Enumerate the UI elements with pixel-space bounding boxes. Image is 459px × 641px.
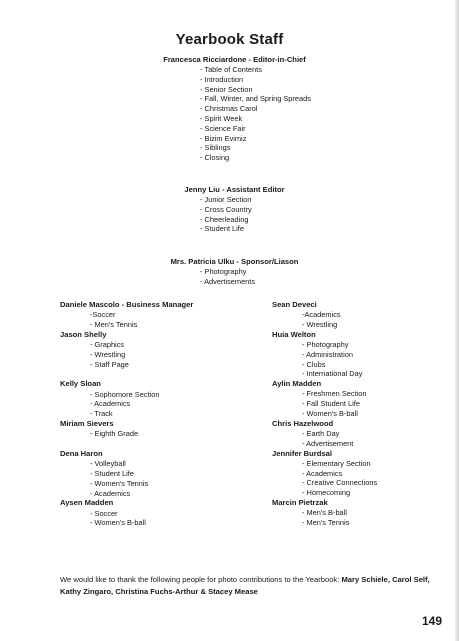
list-item: - Track <box>90 409 113 419</box>
list-item: - Academics <box>302 468 343 478</box>
list-item: - Women's B-ball <box>302 408 358 418</box>
sponsor-heading: Mrs. Patricia Ulku - Sponsor/Liason <box>170 257 299 266</box>
sponsor-list <box>200 267 459 287</box>
list-item: - Clubs <box>302 359 326 369</box>
list-item: - Soccer <box>90 508 118 518</box>
list-item: - Science Fair <box>200 123 246 133</box>
list-item: - Academics <box>90 399 131 409</box>
list-item: - Christmas Carol <box>200 104 258 114</box>
list-item: - Elementary Section <box>302 458 371 468</box>
staff-right-column <box>272 300 377 528</box>
list-item: - Staff Page <box>90 359 129 369</box>
list-item: - International Day <box>302 369 363 379</box>
staff-name: Miriam Sievers <box>60 418 114 428</box>
staff-name: Marcin Pietrzak <box>272 497 328 507</box>
list-item: - Homecoming <box>302 488 351 498</box>
thanks-paragraph <box>60 574 430 598</box>
list-item: - Earth Day <box>302 428 340 438</box>
list-item: - Senior Section <box>200 84 253 94</box>
list-item: - Closing <box>200 153 230 163</box>
editor-heading: Francesca Ricciardone - Editor-in-Chief <box>163 55 306 64</box>
list-item: - Academics <box>90 488 131 498</box>
staff-name: Huia Welton <box>272 329 316 339</box>
sponsor-section <box>0 257 459 287</box>
list-item: -Academics <box>302 310 341 320</box>
list-item: - Advertisements <box>200 276 256 286</box>
list-item: - Administration <box>302 349 353 359</box>
list-item: - Fall, Winter, and Spring Spreads <box>200 94 311 104</box>
staff-name: Daniele Mascolo - Business Manager <box>60 300 194 309</box>
assistant-section <box>0 185 459 234</box>
list-item: - Cheerleading <box>200 214 249 224</box>
editor-list <box>200 65 459 163</box>
list-item: - Women's B-ball <box>90 518 146 528</box>
list-item: - Freshmen Section <box>302 389 367 399</box>
list-item: - Graphics <box>90 340 125 349</box>
thanks-intro: We would like to thank the following people for photo contributions to the Yearbook: <box>60 575 340 584</box>
page-title: Yearbook Staff <box>175 31 284 48</box>
list-item: - Wrestling <box>302 320 338 329</box>
list-item: - Fall Student Life <box>302 399 360 409</box>
list-item: - Siblings <box>200 143 231 153</box>
list-item: - Table of Contents <box>200 65 262 74</box>
list-item: - Women's Tennis <box>90 478 149 488</box>
staff-name: Jennifer Burdsal <box>272 448 332 458</box>
list-item: - Cross Country <box>200 204 252 214</box>
staff-name: Chris Hazelwood <box>272 418 334 428</box>
staff-left-column <box>60 300 193 528</box>
list-item: - Men's B-ball <box>302 508 347 518</box>
list-item: - Photography <box>302 340 349 349</box>
list-item: - Bizim Evimiz <box>200 133 247 143</box>
list-item: - Eighth Grade <box>90 429 139 439</box>
list-item: - Student Life <box>90 468 134 478</box>
list-item: - Spirit Week <box>200 113 243 123</box>
list-item: -Soccer <box>90 310 116 320</box>
editor-section <box>0 55 459 163</box>
staff-name: Dena Haron <box>60 448 103 458</box>
list-item: - Volleyball <box>90 459 126 469</box>
staff-name: Jason Shelly <box>60 329 107 339</box>
assistant-list <box>200 195 459 234</box>
list-item: - Photography <box>200 267 247 276</box>
staff-name: Sean Deveci <box>272 300 317 309</box>
assistant-heading: Jenny Liu - Assistant Editor <box>184 185 285 194</box>
list-item: - Creative Connections <box>302 478 378 488</box>
list-item: - Wrestling <box>90 349 126 359</box>
thanks-names: Mary Schiele, Carol Self, Kathy Zingaro, Christina Fuchs-Arthur & Stacey Mease <box>60 575 430 596</box>
list-item: - Introduction <box>200 74 244 84</box>
staff-name: Aylin Madden <box>272 379 322 389</box>
list-item: - Advertisement <box>302 438 354 448</box>
staff-name: Kelly Sloan <box>60 379 101 389</box>
list-item: - Student Life <box>200 224 244 234</box>
list-item: - Men's Tennis <box>90 320 138 329</box>
list-item: - Junior Section <box>200 195 252 204</box>
list-item: - Sophomore Section <box>90 389 160 399</box>
list-item: - Men's Tennis <box>302 517 350 527</box>
staff-name: Aysen Madden <box>60 498 114 508</box>
page-number: 149 <box>422 614 443 628</box>
